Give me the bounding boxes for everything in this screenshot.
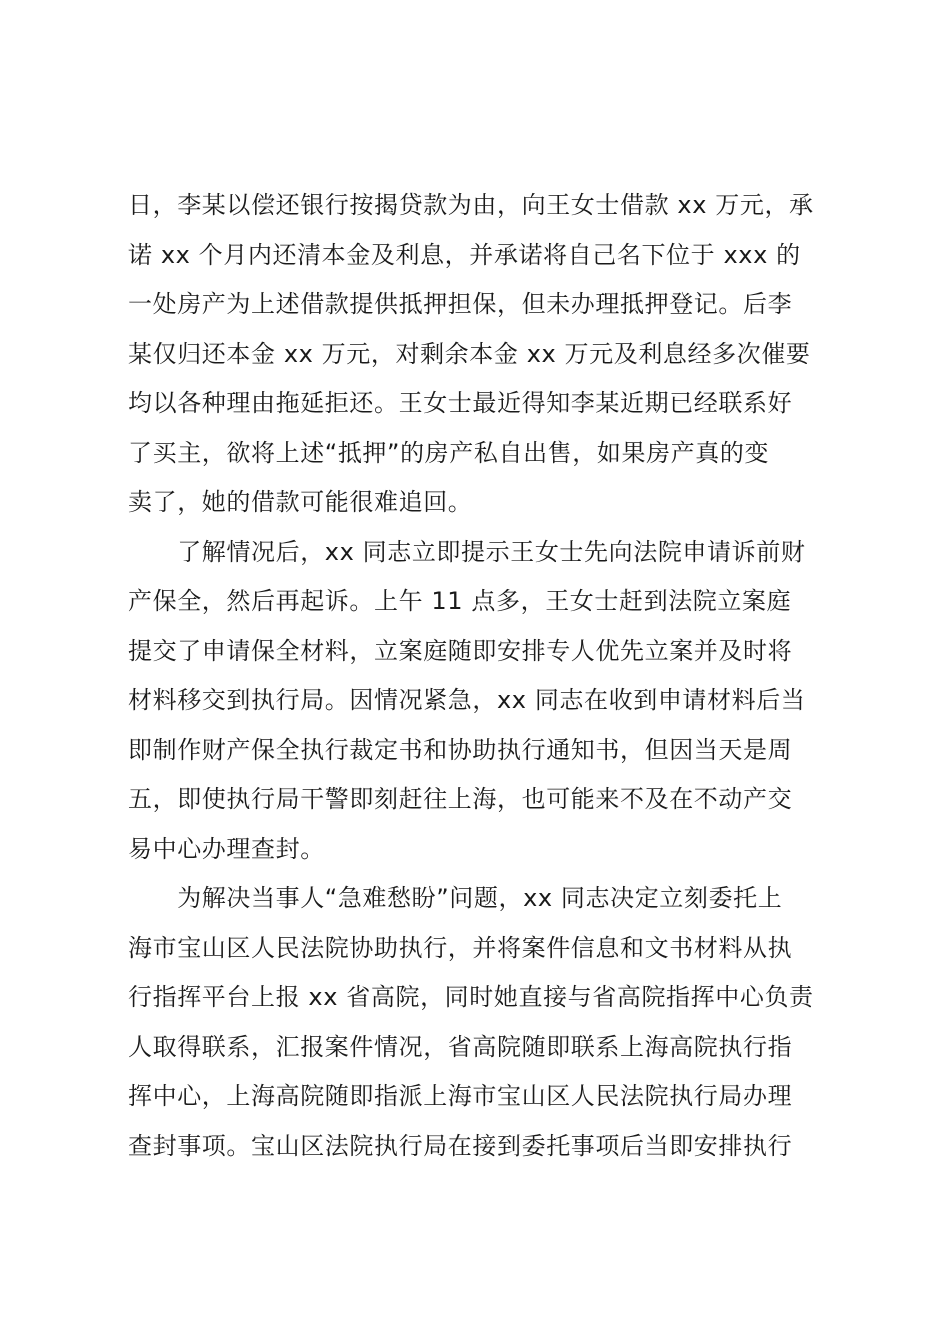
text-line: 均以各种理由拖延拒还。王女士最近得知李某近期已经联系好 [128,389,793,417]
text-line: 提交了申请保全材料，立案庭随即安排专人优先立案并及时将 [128,636,793,665]
text-line: 材料移交到执行局。因情况紧急，xx 同志在收到申请材料后当 [128,686,806,714]
text-line: 人取得联系，汇报案件情况，省高院随即联系上海高院执行指 [128,1032,793,1061]
text-line: 一处房产为上述借款提供抵押担保，但未办理抵押登记。后李 [128,290,793,318]
text-line: 为解决当事人“急难愁盼”问题，xx 同志决定立刻委托上 [128,884,783,912]
text-line: 卖了，她的借款可能很难追回。 [128,488,473,516]
text-line: 即制作财产保全执行裁定书和协助执行通知书，但因当天是周 [128,735,793,764]
text-line: 易中心办理查封。 [128,834,325,863]
text-line: 诺 xx 个月内还清本金及利息，并承诺将自己名下位于 xxx 的 [128,240,801,269]
text-line: 了解情况后，xx 同志立即提示王女士先向法院申请诉前财 [128,537,806,566]
text-line: 行指挥平台上报 xx 省高院，同时她直接与省高院指挥中心负责 [128,983,814,1011]
text-line: 日，李某以偿还银行按揭贷款为由，向王女士借款 xx 万元，承 [128,191,814,219]
text-line: 某仅归还本金 xx 万元，对剩余本金 xx 万元及利息经多次催要 [128,339,811,368]
text-line: 挥中心，上海高院随即指派上海市宝山区人民法院执行局办理 [128,1082,793,1110]
document-body [128,181,838,1171]
text-line: 产保全，然后再起诉。上午 11 点多，王女士赶到法院立案庭 [128,587,792,615]
text-line: 查封事项。宝山区法院执行局在接到委托事项后当即安排执行 [128,1131,793,1160]
text-line: 五，即使执行局干警即刻赶往上海，也可能来不及在不动产交 [128,785,793,813]
text-line: 海市宝山区人民法院协助执行，并将案件信息和文书材料从执 [128,933,793,962]
text-line: 了买主，欲将上述“抵押”的房产私自出售，如果房产真的变 [128,438,770,467]
